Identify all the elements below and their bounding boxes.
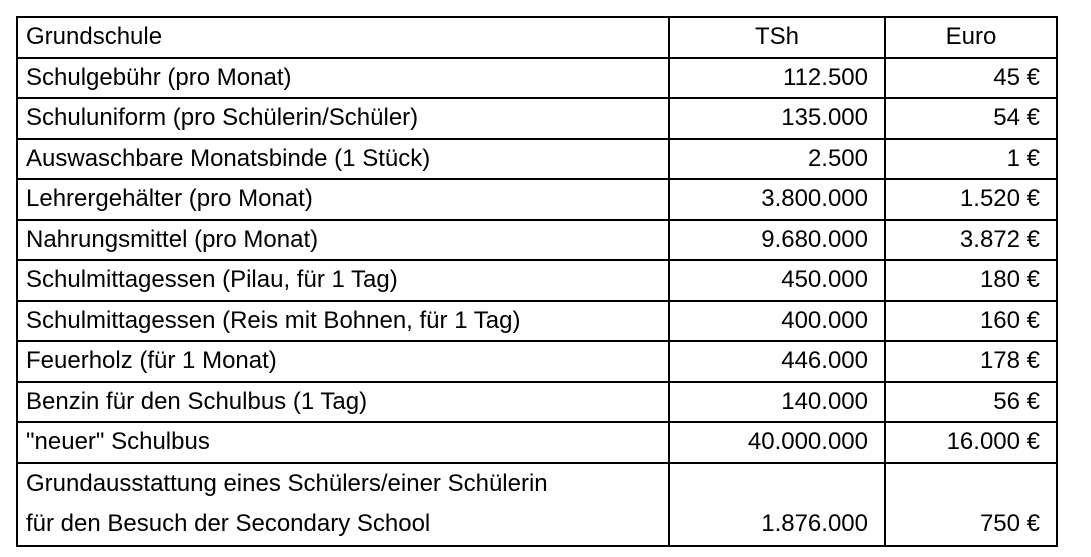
row-tsh: 1.876.000 [669,463,885,546]
row-tsh: 9.680.000 [669,220,885,261]
row-euro: 45 € [885,58,1057,99]
cost-table [16,16,1058,547]
row-tsh: 40.000.000 [669,422,885,463]
row-euro: 750 € [885,463,1057,546]
row-euro: 56 € [885,382,1057,423]
row-item: Schuluniform (pro Schülerin/Schüler) [17,98,669,139]
row-tsh: 3.800.000 [669,179,885,220]
row-euro: 54 € [885,98,1057,139]
row-item: "neuer" Schulbus [17,422,669,463]
row-tsh: 446.000 [669,341,885,382]
row-tsh: 450.000 [669,260,885,301]
row-euro: 3.872 € [885,220,1057,261]
table-row-last [17,463,1057,546]
row-euro: 178 € [885,341,1057,382]
table-row [17,58,1057,99]
table-row [17,220,1057,261]
row-item: Schulmittagessen (Pilau, für 1 Tag) [17,260,669,301]
row-tsh: 2.500 [669,139,885,180]
row-euro: 160 € [885,301,1057,342]
table-row [17,301,1057,342]
table-row [17,179,1057,220]
header-item: Grundschule [17,17,669,58]
row-item: Schulgebühr (pro Monat) [17,58,669,99]
row-item: Benzin für den Schulbus (1 Tag) [17,382,669,423]
row-tsh: 135.000 [669,98,885,139]
table-row [17,422,1057,463]
header-tsh: TSh [669,17,885,58]
row-item-line-2: für den Besuch der Secondary School [26,510,431,537]
row-item-line-1: Grundausstattung eines Schülers/einer Schülerin [26,469,548,497]
row-tsh: 140.000 [669,382,885,423]
table-row [17,341,1057,382]
table-row [17,98,1057,139]
table-row [17,260,1057,301]
table-row [17,382,1057,423]
row-item: Feuerholz (für 1 Monat) [17,341,669,382]
row-item [17,463,669,546]
row-item: Auswaschbare Monatsbinde (1 Stück) [17,139,669,180]
row-euro: 180 € [885,260,1057,301]
row-tsh: 112.500 [669,58,885,99]
header-euro: Euro [885,17,1057,58]
row-item: Lehrergehälter (pro Monat) [17,179,669,220]
table-row [17,139,1057,180]
row-item: Schulmittagessen (Reis mit Bohnen, für 1 Tag) [17,301,669,342]
row-euro: 1 € [885,139,1057,180]
row-euro: 1.520 € [885,179,1057,220]
table-header-row [17,17,1057,58]
row-tsh: 400.000 [669,301,885,342]
row-item: Nahrungsmittel (pro Monat) [17,220,669,261]
row-euro: 16.000 € [885,422,1057,463]
